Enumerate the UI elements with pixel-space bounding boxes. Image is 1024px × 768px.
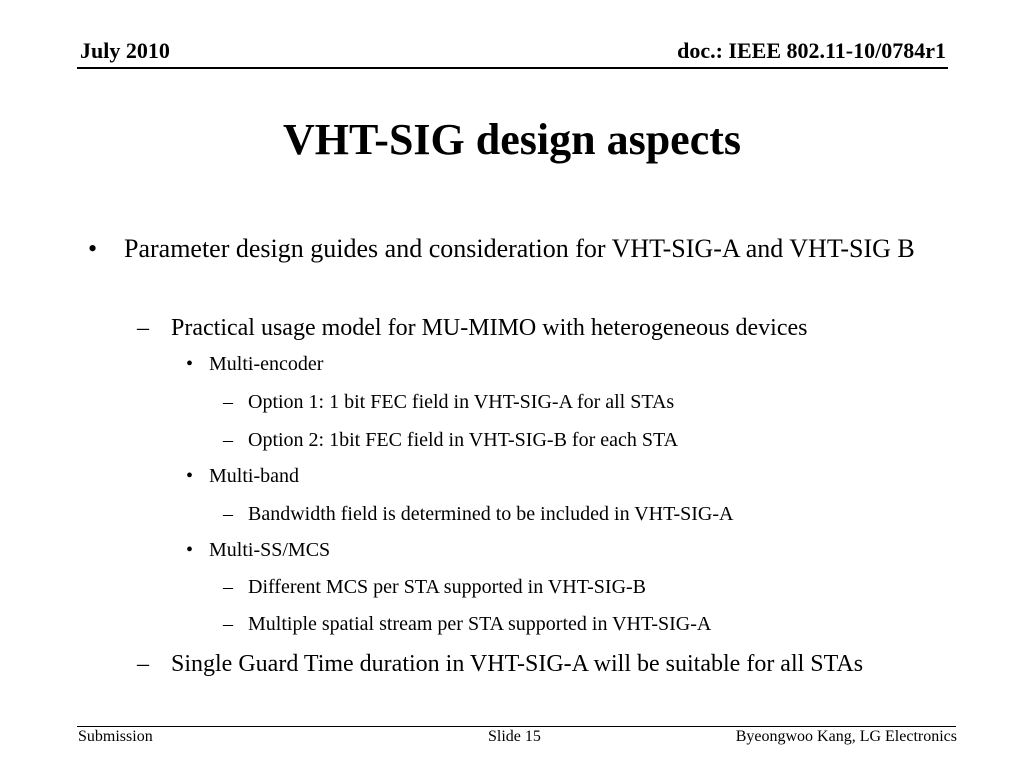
slide-title: VHT-SIG design aspects (282, 115, 742, 164)
bullet-level-3 (186, 352, 946, 376)
dash-marker: – (223, 429, 233, 451)
bullet-text: Parameter design guides and consideration for VHT-SIG-A and VHT-SIG B (124, 234, 915, 263)
footer-divider (77, 726, 956, 727)
dash-marker: – (223, 576, 233, 598)
bullet-level-2 (137, 312, 948, 344)
header-date: July 2010 (80, 38, 170, 63)
bullet-text: Multi-SS/MCS (209, 539, 331, 561)
bullet-level-4 (223, 575, 943, 599)
header-doc-id: doc.: IEEE 802.11-10/0784r1 (677, 38, 946, 63)
dash-marker: – (137, 315, 149, 341)
dash-marker: – (137, 651, 149, 677)
bullet-text: Multi-encoder (209, 353, 324, 375)
bullet-marker: • (186, 353, 194, 375)
bullet-text: Option 1: 1 bit FEC field in VHT-SIG-A for all STAs (248, 391, 675, 413)
bullet-level-4 (223, 502, 943, 526)
dash-marker: – (223, 391, 233, 413)
footer-slide-number: Slide 15 (488, 728, 541, 745)
bullet-marker: • (88, 234, 98, 263)
dash-marker: – (223, 503, 233, 525)
bullet-text: Multiple spatial stream per STA supported in VHT-SIG-A (248, 613, 712, 635)
bullet-text: Practical usage model for MU-MIMO with heterogeneous devices (171, 315, 808, 341)
bullet-text: Bandwidth field is determined to be included in VHT-SIG-A (248, 503, 734, 525)
dash-marker: – (223, 613, 233, 635)
bullet-text: Single Guard Time duration in VHT-SIG-A will be suitable for all STAs (171, 651, 864, 677)
bullet-level-4 (223, 390, 943, 414)
bullet-marker: • (186, 539, 194, 561)
footer-author: Byeongwoo Kang, LG Electronics (735, 728, 957, 745)
bullet-text: Option 2: 1bit FEC field in VHT-SIG-B for each STA (248, 429, 679, 451)
bullet-marker: • (186, 465, 194, 487)
bullet-level-3 (186, 538, 946, 562)
bullet-level-4 (223, 428, 943, 452)
bullet-text: Multi-band (209, 465, 299, 487)
bullet-level-2 (137, 648, 948, 680)
bullet-level-1 (88, 231, 948, 267)
footer-submission: Submission (78, 728, 153, 745)
bullet-level-4 (223, 612, 943, 636)
bullet-text: Different MCS per STA supported in VHT-SIG-B (248, 576, 647, 598)
bullet-level-3 (186, 464, 946, 488)
